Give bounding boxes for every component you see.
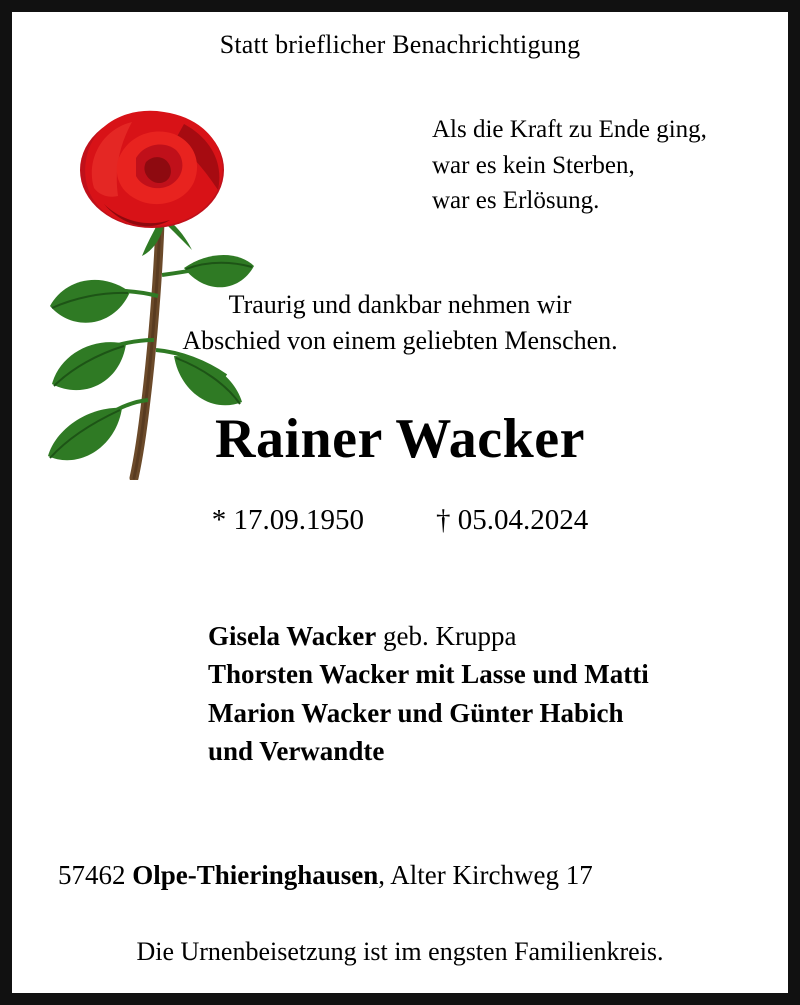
birth-date: * 17.09.1950 bbox=[211, 504, 364, 536]
family-line-1-bold: Gisela Wacker bbox=[208, 621, 377, 651]
address-city: Olpe-Thieringhausen bbox=[132, 860, 379, 890]
family-line-2-text: Thorsten Wacker mit Lasse und Matti bbox=[208, 659, 649, 690]
verse-line-3: war es Erlösung. bbox=[432, 187, 600, 214]
family-line-1 bbox=[208, 617, 649, 655]
dates-row bbox=[12, 504, 788, 537]
funeral-note: Die Urnenbeisetzung ist im engsten Familienkreis. bbox=[136, 937, 664, 966]
family-block bbox=[208, 617, 649, 770]
address-line bbox=[58, 860, 593, 891]
intro-line-2: Abschied von einem geliebten Menschen. bbox=[182, 325, 618, 355]
verse-line-1: Als die Kraft zu Ende ging, bbox=[432, 116, 707, 143]
family-line-2 bbox=[208, 655, 649, 693]
address-street: , Alter Kirchweg 17 bbox=[378, 860, 593, 890]
intro-line-1: Traurig und dankbar nehmen wir bbox=[228, 290, 572, 319]
deceased-name: Rainer Wacker bbox=[215, 408, 585, 470]
death-date: † 05.04.2024 bbox=[436, 504, 589, 536]
family-line-4-text: und Verwandte bbox=[208, 735, 385, 766]
family-line-4 bbox=[208, 732, 649, 770]
family-line-1-rest: geb. Kruppa bbox=[376, 621, 517, 651]
intro-block bbox=[12, 287, 788, 359]
verse-line-2: war es kein Sterben, bbox=[432, 151, 635, 179]
family-line-3-text: Marion Wacker und Günter Habich bbox=[208, 697, 624, 728]
verse-block bbox=[432, 112, 707, 219]
address-postal-code: 57462 bbox=[58, 860, 133, 890]
family-line-3 bbox=[208, 694, 649, 732]
header-line: Statt brieflicher Benachrichtigung bbox=[219, 30, 581, 59]
obituary-inner bbox=[12, 12, 788, 993]
